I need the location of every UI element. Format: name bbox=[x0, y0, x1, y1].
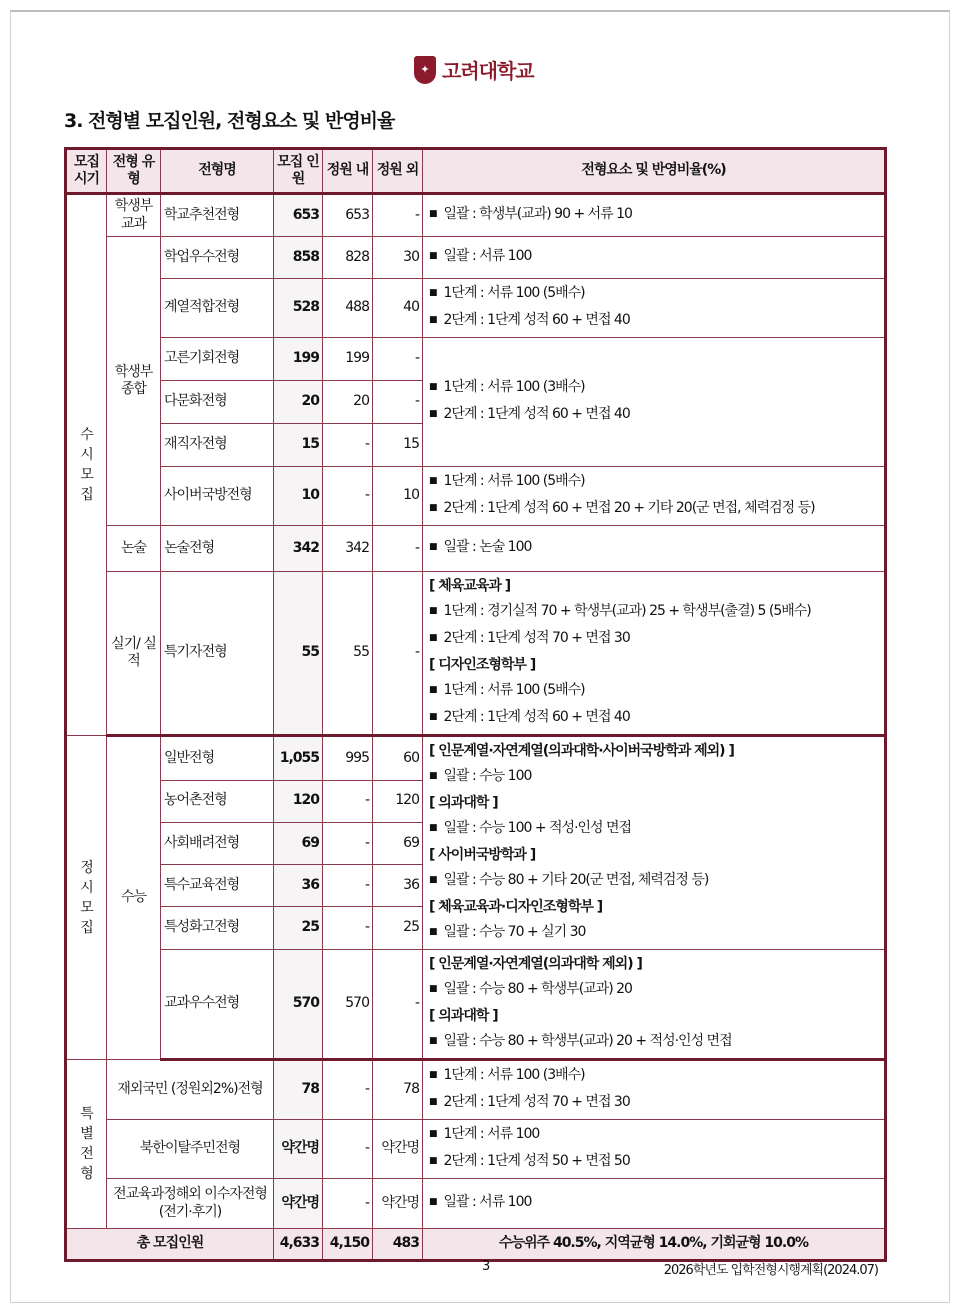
inside-cell: 199 bbox=[323, 338, 373, 381]
inside-cell: 55 bbox=[323, 572, 373, 736]
total-cell: 342 bbox=[274, 526, 323, 572]
inside-cell: - bbox=[323, 822, 373, 865]
period-label: 특별전형 bbox=[80, 1106, 93, 1182]
total-cell: 36 bbox=[274, 865, 323, 907]
outside-cell: 120 bbox=[373, 780, 423, 822]
period-cell bbox=[66, 194, 107, 736]
name-cell: 사이버국방전형 bbox=[161, 467, 274, 526]
outside-cell: - bbox=[373, 572, 423, 736]
criteria-item: ■ 1단계 : 서류 100 bbox=[429, 1122, 878, 1149]
criteria-item: ■ 2단계 : 1단계 성적 60 + 면접 40 bbox=[429, 705, 878, 732]
criteria-cell bbox=[423, 467, 886, 526]
total-cell: 199 bbox=[274, 338, 323, 381]
inside-cell: 995 bbox=[323, 736, 373, 781]
header-criteria: 전형요소 및 반영비율(%) bbox=[423, 149, 886, 194]
name-cell: 전교육과정해외 이수자전형(전기·후기) bbox=[107, 1179, 274, 1229]
criteria-item: ■ 1단계 : 서류 100 (3배수) bbox=[429, 1063, 878, 1090]
table-header bbox=[66, 149, 886, 194]
table-row bbox=[66, 279, 886, 338]
inside-cell: 828 bbox=[323, 237, 373, 279]
summary-note: 수능위주 40.5%, 지역균형 14.0%, 기회균형 10.0% bbox=[423, 1229, 886, 1261]
criteria-item: ■ 2단계 : 1단계 성적 60 + 면접 40 bbox=[429, 308, 878, 335]
criteria-heading: [ 체육교육과·디자인조형학부 ] bbox=[429, 899, 603, 915]
name-cell: 일반전형 bbox=[161, 736, 274, 781]
period-cell bbox=[66, 736, 107, 1060]
criteria-item: ■ 1단계 : 서류 100 (5배수) bbox=[429, 281, 878, 308]
total-cell: 1,055 bbox=[274, 736, 323, 781]
criteria-item: ■ 1단계 : 서류 100 (5배수) bbox=[429, 678, 878, 705]
inside-cell: 653 bbox=[323, 194, 373, 237]
criteria-cell bbox=[423, 237, 886, 279]
inside-cell: - bbox=[323, 865, 373, 907]
type-cell: 실기/ 실적 bbox=[107, 572, 161, 736]
outside-cell: - bbox=[373, 194, 423, 237]
inside-cell: 570 bbox=[323, 950, 373, 1060]
outside-cell: 10 bbox=[373, 467, 423, 526]
inside-cell: - bbox=[323, 1060, 373, 1120]
outside-cell: 36 bbox=[373, 865, 423, 907]
header-total: 모집 인원 bbox=[274, 149, 323, 194]
criteria-item: ■ 일괄 : 수능 100 + 적성·인성 면접 bbox=[429, 816, 878, 843]
total-cell: 570 bbox=[274, 950, 323, 1060]
total-cell: 10 bbox=[274, 467, 323, 526]
criteria-cell bbox=[423, 950, 886, 1060]
outside-cell: 69 bbox=[373, 822, 423, 865]
total-cell: 653 bbox=[274, 194, 323, 237]
header-inside: 정원 내 bbox=[323, 149, 373, 194]
criteria-item: ■ 1단계 : 서류 100 (5배수) bbox=[429, 469, 878, 496]
criteria-item: ■ 2단계 : 1단계 성적 60 + 면접 20 + 기타 20(군 면접, 체력검정 등) bbox=[429, 496, 878, 523]
criteria-cell bbox=[423, 1179, 886, 1229]
table-row bbox=[66, 467, 886, 526]
outside-cell: - bbox=[373, 338, 423, 381]
summary-total: 4,633 bbox=[274, 1229, 323, 1261]
criteria-item: ■ 2단계 : 1단계 성적 70 + 면접 30 bbox=[429, 1090, 878, 1117]
document-footer: 2026학년도 입학전형시행계획(2024.07) bbox=[663, 1263, 878, 1278]
summary-outside: 483 bbox=[373, 1229, 423, 1261]
table-row bbox=[66, 1120, 886, 1179]
name-cell: 특성화고전형 bbox=[161, 907, 274, 950]
table-row bbox=[66, 194, 886, 237]
outside-cell: - bbox=[373, 526, 423, 572]
total-cell: 858 bbox=[274, 237, 323, 279]
name-cell: 학업우수전형 bbox=[161, 237, 274, 279]
criteria-cell bbox=[423, 1060, 886, 1120]
crest-icon: ✦ bbox=[414, 56, 436, 84]
criteria-heading: [ 디자인조형학부 ] bbox=[429, 657, 536, 673]
name-cell: 농어촌전형 bbox=[161, 780, 274, 822]
outside-cell: 78 bbox=[373, 1060, 423, 1120]
name-cell: 고른기회전형 bbox=[161, 338, 274, 381]
header-type: 전형 유형 bbox=[107, 149, 161, 194]
total-cell: 약간명 bbox=[274, 1179, 323, 1229]
name-cell: 북한이탈주민전형 bbox=[107, 1120, 274, 1179]
period-cell bbox=[66, 1060, 107, 1229]
criteria-heading: [ 의과대학 ] bbox=[429, 1008, 498, 1024]
total-cell: 55 bbox=[274, 572, 323, 736]
outside-cell: 약간명 bbox=[373, 1120, 423, 1179]
outside-cell: 60 bbox=[373, 736, 423, 781]
criteria-item: ■ 일괄 : 수능 100 bbox=[429, 764, 878, 791]
criteria-item: ■ 2단계 : 1단계 성적 60 + 면접 40 bbox=[429, 402, 878, 429]
criteria-item: ■ 일괄 : 서류 100 bbox=[429, 1190, 878, 1217]
total-cell: 15 bbox=[274, 424, 323, 467]
criteria-item: ■ 1단계 : 경기실적 70 + 학생부(교과) 25 + 학생부(출결) 5 (5배수) bbox=[429, 599, 878, 626]
admission-table bbox=[64, 147, 887, 1262]
name-cell: 다문화전형 bbox=[161, 381, 274, 424]
table-row bbox=[66, 526, 886, 572]
total-cell: 120 bbox=[274, 780, 323, 822]
criteria-item: ■ 2단계 : 1단계 성적 50 + 면접 50 bbox=[429, 1149, 878, 1176]
total-cell: 78 bbox=[274, 1060, 323, 1120]
criteria-item: ■ 1단계 : 서류 100 (3배수) bbox=[429, 375, 878, 402]
criteria-cell bbox=[423, 338, 886, 467]
criteria-item: ■ 2단계 : 1단계 성적 70 + 면접 30 bbox=[429, 626, 878, 653]
period-label: 수시모집 bbox=[80, 427, 93, 503]
name-cell: 재직자전형 bbox=[161, 424, 274, 467]
inside-cell: - bbox=[323, 467, 373, 526]
criteria-heading: [ 인문계열·자연계열(의과대학 제외) ] bbox=[429, 956, 642, 972]
name-cell: 특기자전형 bbox=[161, 572, 274, 736]
criteria-cell bbox=[423, 279, 886, 338]
university-logo bbox=[414, 55, 534, 84]
table-row bbox=[66, 1060, 886, 1120]
summary-row bbox=[66, 1229, 886, 1261]
total-cell: 25 bbox=[274, 907, 323, 950]
criteria-heading: [ 체육교육과 ] bbox=[429, 578, 511, 594]
summary-inside: 4,150 bbox=[323, 1229, 373, 1261]
name-cell: 계열적합전형 bbox=[161, 279, 274, 338]
criteria-cell bbox=[423, 194, 886, 237]
summary-label: 총 모집인원 bbox=[66, 1229, 274, 1261]
logo-text: 고려대학교 bbox=[442, 59, 534, 83]
criteria-cell bbox=[423, 736, 886, 950]
outside-cell: 40 bbox=[373, 279, 423, 338]
criteria-item: ■ 일괄 : 수능 80 + 기타 20(군 면접, 체력검정 등) bbox=[429, 868, 878, 895]
criteria-item: ■ 일괄 : 서류 100 bbox=[429, 244, 878, 271]
table-row bbox=[66, 1179, 886, 1229]
criteria-heading: [ 인문계열·자연계열(의과대학·사이버국방학과 제외) ] bbox=[429, 743, 734, 759]
table-row bbox=[66, 338, 886, 381]
name-cell: 사회배려전형 bbox=[161, 822, 274, 865]
criteria-item: ■ 일괄 : 수능 70 + 실기 30 bbox=[429, 920, 878, 947]
name-cell: 특수교육전형 bbox=[161, 865, 274, 907]
inside-cell: - bbox=[323, 1120, 373, 1179]
table-row bbox=[66, 950, 886, 1060]
outside-cell: 25 bbox=[373, 907, 423, 950]
type-cell: 논술 bbox=[107, 526, 161, 572]
inside-cell: 488 bbox=[323, 279, 373, 338]
criteria-cell bbox=[423, 526, 886, 572]
criteria-cell bbox=[423, 572, 886, 736]
table-row bbox=[66, 237, 886, 279]
header-outside: 정원 외 bbox=[373, 149, 423, 194]
inside-cell: - bbox=[323, 1179, 373, 1229]
name-cell: 논술전형 bbox=[161, 526, 274, 572]
type-cell: 학생부 교과 bbox=[107, 194, 161, 237]
header-period: 모집 시기 bbox=[66, 149, 107, 194]
criteria-item: ■ 일괄 : 수능 80 + 학생부(교과) 20 + 적성·인성 면접 bbox=[429, 1029, 878, 1056]
criteria-item: ■ 일괄 : 학생부(교과) 90 + 서류 10 bbox=[429, 202, 878, 229]
outside-cell: 30 bbox=[373, 237, 423, 279]
total-cell: 528 bbox=[274, 279, 323, 338]
criteria-heading: [ 의과대학 ] bbox=[429, 795, 498, 811]
name-cell: 재외국민 (정원외2%)전형 bbox=[107, 1060, 274, 1120]
table-row bbox=[66, 572, 886, 736]
section-title: 3. 전형별 모집인원, 전형요소 및 반영비율 bbox=[64, 110, 395, 132]
total-cell: 69 bbox=[274, 822, 323, 865]
type-cell: 학생부 종합 bbox=[107, 237, 161, 526]
name-cell: 교과우수전형 bbox=[161, 950, 274, 1060]
period-label: 정시모집 bbox=[80, 859, 93, 936]
type-cell: 수능 bbox=[107, 736, 161, 1060]
page-number: 3 bbox=[482, 1259, 491, 1274]
total-cell: 약간명 bbox=[274, 1120, 323, 1179]
criteria-cell bbox=[423, 1120, 886, 1179]
total-cell: 20 bbox=[274, 381, 323, 424]
inside-cell: - bbox=[323, 424, 373, 467]
inside-cell: - bbox=[323, 907, 373, 950]
outside-cell: 약간명 bbox=[373, 1179, 423, 1229]
header-name: 전형명 bbox=[161, 149, 274, 194]
criteria-heading: [ 사이버국방학과 ] bbox=[429, 847, 536, 863]
criteria-item: ■ 일괄 : 논술 100 bbox=[429, 535, 878, 562]
outside-cell: - bbox=[373, 381, 423, 424]
inside-cell: - bbox=[323, 780, 373, 822]
inside-cell: 20 bbox=[323, 381, 373, 424]
name-cell: 학교추천전형 bbox=[161, 194, 274, 237]
criteria-item: ■ 일괄 : 수능 80 + 학생부(교과) 20 bbox=[429, 977, 878, 1004]
inside-cell: 342 bbox=[323, 526, 373, 572]
table-row bbox=[66, 736, 886, 781]
outside-cell: 15 bbox=[373, 424, 423, 467]
outside-cell: - bbox=[373, 950, 423, 1060]
